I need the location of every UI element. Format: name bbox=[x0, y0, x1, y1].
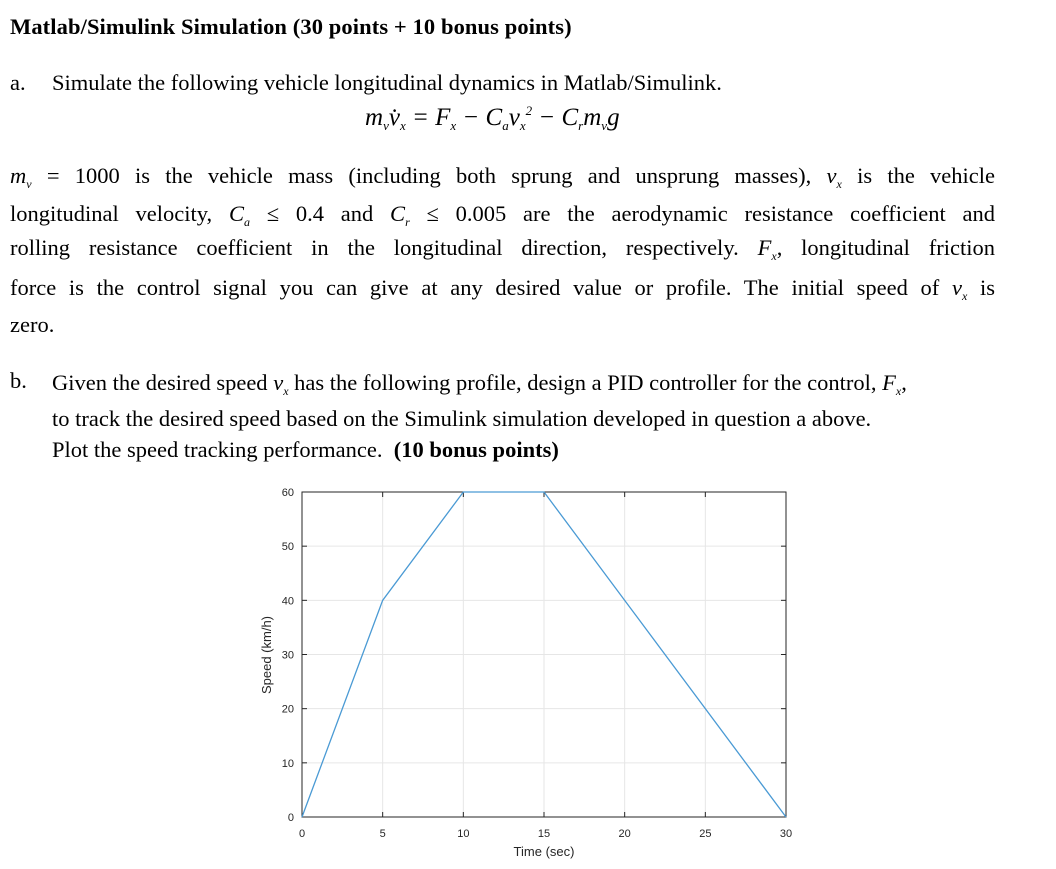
y-tick-label: 10 bbox=[281, 757, 294, 770]
y-tick-label: 50 bbox=[281, 541, 294, 554]
x-tick-label: 30 bbox=[779, 828, 793, 840]
dynamics-equation: $m_vv̇_x = F_x - C_av_x^2 - C_rm_vg$ bbox=[365, 103, 620, 133]
part-b-line-3: Plot the speed tracking performance. (10 bonus points) bbox=[52, 437, 559, 462]
x-axis-label: Time (sec) bbox=[513, 844, 575, 859]
y-tick-label: 20 bbox=[281, 703, 294, 716]
x-tick-label: 25 bbox=[699, 828, 712, 840]
part-b-line-1: Given the desired speed $v_x$ has the following profile, design a PID controller for the control, $F_x$, bbox=[52, 370, 907, 398]
y-tick-label: 40 bbox=[281, 595, 294, 608]
x-tick-label: 20 bbox=[618, 828, 631, 840]
x-tick-label: 10 bbox=[457, 828, 470, 840]
part-b-line-2: to track the desired speed based on the Simulink simulation developed in question a above. bbox=[52, 406, 872, 431]
plot-area-frame bbox=[302, 492, 786, 817]
page-title: Matlab/Simulink Simulation (30 points + 10 bonus points) bbox=[10, 14, 572, 39]
part-b-label: b. bbox=[10, 368, 27, 393]
y-tick-label: 0 bbox=[287, 812, 294, 824]
y-axis-label: Speed (km/h) bbox=[259, 615, 274, 695]
x-tick-label: 5 bbox=[379, 828, 386, 840]
part-a-intro: Simulate the following vehicle longitudinal dynamics in Matlab/Simulink. bbox=[52, 70, 722, 95]
part-a-label: a. bbox=[10, 70, 26, 95]
part-a-description-line-3: rolling resistance coefficient in the longitudinal direction, respectively. $F_x$, longitudinal friction bbox=[10, 235, 996, 263]
part-a-description-line-1: $m_v = 1000$ is the vehicle mass (including both sprung and unsprung masses), $v_x$ is the vehicle bbox=[10, 163, 996, 191]
part-a-description-line-4: force is the control signal you can give at any desired value or profile. The initial speed of $v_x$ is bbox=[10, 275, 996, 303]
part-a-description-line-5: zero. bbox=[10, 312, 55, 337]
y-tick-label: 30 bbox=[281, 649, 294, 662]
part-a-description-line-2: longitudinal velocity, $C_a \le 0.4$ and $C_r \le 0.005$ are the aerodynamic resistance coefficient and bbox=[10, 201, 996, 229]
x-tick-label: 15 bbox=[537, 828, 551, 840]
y-tick-label: 60 bbox=[281, 487, 294, 499]
x-tick-label: 0 bbox=[298, 828, 306, 840]
desired-speed-line bbox=[302, 492, 786, 817]
